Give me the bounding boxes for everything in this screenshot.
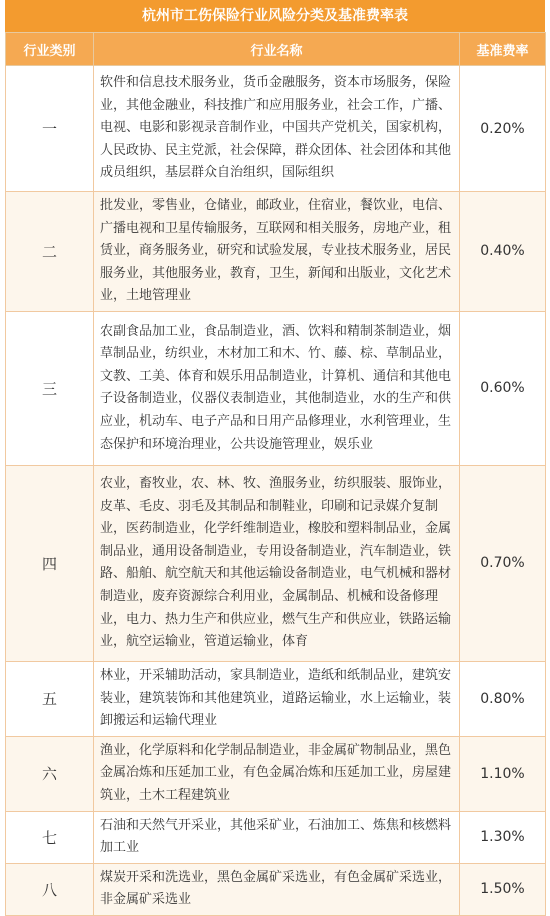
table-title: 杭州市工伤保险行业风险分类及基准费率表 bbox=[5, 0, 545, 32]
row-category: 二 bbox=[6, 192, 94, 312]
row-rate: 0.70% bbox=[460, 465, 546, 661]
header-name: 行业名称 bbox=[94, 33, 460, 66]
row-category: 三 bbox=[6, 311, 94, 465]
header-rate: 基准费率 bbox=[460, 33, 546, 66]
row-names: 农业，畜牧业，农、林、牧、渔服务业，纺织服装、服饰业，皮革、毛皮、羽毛及其制品和制鞋业，印刷和记录媒介复制业，医药制造业，化学纤维制造业，橡胶和塑料制品业，金属制品业，通用设备制造业，专用设备制造业，汽车制造业，铁路、船舶、航空航天和其他运输设备制造业，电气机械和器材制造业，废弃资源综合利用业，金属制品、机械和设备修理业，电力、热力生产和供应业，燃气生产和供应业，铁路运输业，航空运输业，管道运输业，体育 bbox=[94, 465, 460, 661]
table-row bbox=[6, 661, 546, 736]
table-row bbox=[6, 736, 546, 811]
row-names: 林业，开采辅助活动，家具制造业，造纸和纸制品业，建筑安装业，建筑装饰和其他建筑业，道路运输业，水上运输业，装卸搬运和运输代理业 bbox=[94, 661, 460, 736]
row-rate: 0.60% bbox=[460, 311, 546, 465]
table-row bbox=[6, 192, 546, 312]
rate-table bbox=[5, 32, 546, 916]
row-rate: 1.10% bbox=[460, 736, 546, 811]
table-row bbox=[6, 465, 546, 661]
table-row bbox=[6, 811, 546, 863]
row-rate: 0.80% bbox=[460, 661, 546, 736]
row-category: 八 bbox=[6, 863, 94, 915]
table-row bbox=[6, 863, 546, 915]
row-names: 石油和天然气开采业，其他采矿业，石油加工、炼焦和核燃料加工业 bbox=[94, 811, 460, 863]
rate-table-container bbox=[5, 0, 545, 916]
row-names: 软件和信息技术服务业，货币金融服务，资本市场服务，保险业，其他金融业，科技推广和应用服务业，社会工作，广播、电视、电影和影视录音制作业，中国共产党机关，国家机构，人民政协、民主党派，社会保障，群众团体、社会团体和其他成员组织，基层群众自治组织，国际组织 bbox=[94, 66, 460, 192]
table-row bbox=[6, 66, 546, 192]
row-category: 七 bbox=[6, 811, 94, 863]
row-names: 农副食品加工业，食品制造业，酒、饮料和精制茶制造业，烟草制品业，纺织业，木材加工和木、竹、藤、棕、草制品业，文教、工美、体育和娱乐用品制造业，计算机、通信和其他电子设备制造业，仪器仪表制造业，其他制造业，水的生产和供应业，机动车、电子产品和日用产品修理业，水利管理业，生态保护和环境治理业，公共设施管理业，娱乐业 bbox=[94, 311, 460, 465]
row-names: 批发业，零售业，仓储业，邮政业，住宿业，餐饮业，电信、广播电视和卫星传输服务，互联网和相关服务，房地产业，租赁业，商务服务业，研究和试验发展，专业技术服务业，居民服务业，其他服务业，教育，卫生，新闻和出版业，文化艺术业，土地管理业 bbox=[94, 192, 460, 312]
table-row bbox=[6, 311, 546, 465]
row-names: 渔业，化学原料和化学制品制造业，非金属矿物制品业，黑色金属冶炼和压延加工业，有色金属冶炼和压延加工业，房屋建筑业，土木工程建筑业 bbox=[94, 736, 460, 811]
row-category: 六 bbox=[6, 736, 94, 811]
header-category: 行业类别 bbox=[6, 33, 94, 66]
row-rate: 1.50% bbox=[460, 863, 546, 915]
row-rate: 1.30% bbox=[460, 811, 546, 863]
header-row bbox=[6, 33, 546, 66]
row-category: 五 bbox=[6, 661, 94, 736]
row-category: 四 bbox=[6, 465, 94, 661]
row-rate: 0.40% bbox=[460, 192, 546, 312]
row-names: 煤炭开采和洗选业，黑色金属矿采选业，有色金属矿采选业，非金属矿采选业 bbox=[94, 863, 460, 915]
row-rate: 0.20% bbox=[460, 66, 546, 192]
row-category: 一 bbox=[6, 66, 94, 192]
